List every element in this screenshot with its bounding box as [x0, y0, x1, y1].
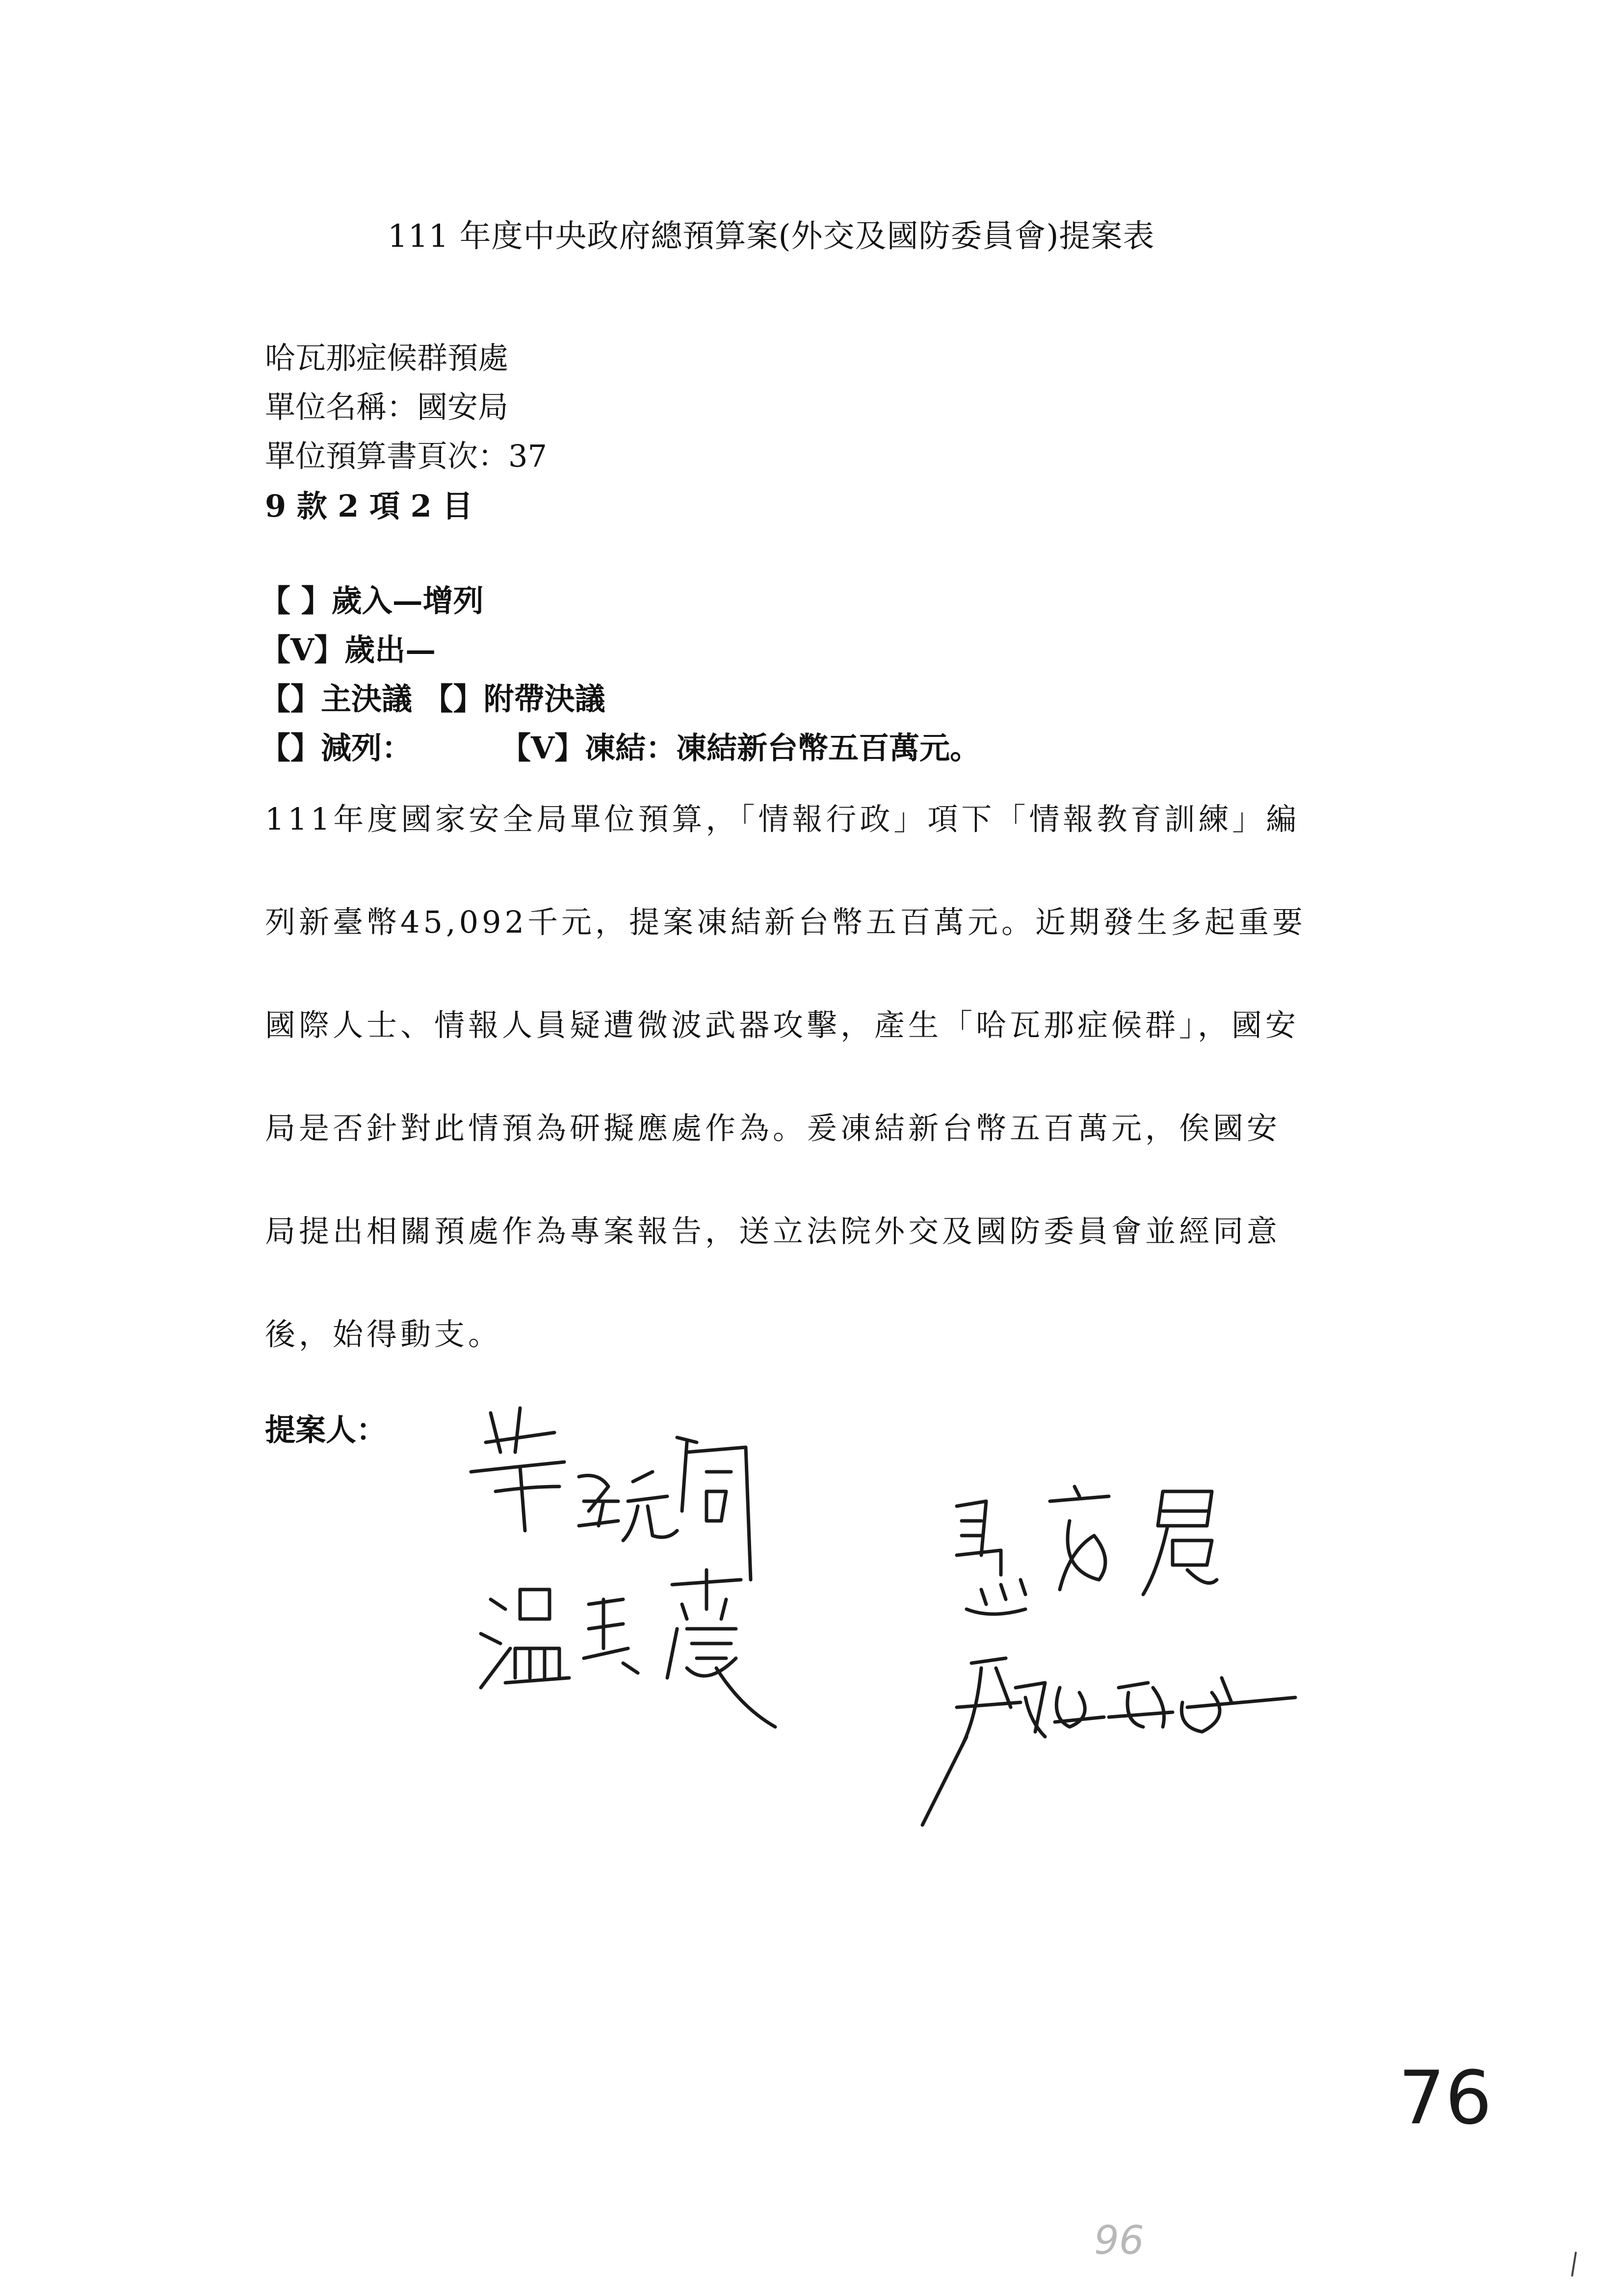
body-line: 局提出相關預處作為專案報告，送立法院外交及國防委員會並經同意: [265, 1213, 1281, 1249]
unit-name: 單位名稱：國安局: [265, 389, 509, 425]
option-revenue-increase: 【 】歲入—增列: [260, 583, 484, 619]
proposal-subject: 哈瓦那症候群預處: [265, 340, 509, 376]
body-line: 局是否針對此情預為研擬應處作為。爰凍結新台幣五百萬元，俟國安: [265, 1110, 1281, 1146]
option-freeze: 【V】凍結：凍結新台幣五百萬元。: [500, 730, 981, 766]
option-reduce: 【】減列：: [260, 730, 413, 766]
page-number: 76: [1398, 2056, 1492, 2141]
body-line: 後，始得動支。: [265, 1316, 502, 1352]
body-line: 111年度國家安全局單位預算，「情報行政」項下「情報教育訓練」編: [265, 801, 1300, 837]
option-expenditure: 【V】歲出—: [260, 632, 436, 668]
body-line: 國際人士、情報人員疑遭微波武器攻擊，產生「哈瓦那症候群」，國安: [265, 1007, 1300, 1043]
budget-item: 9 款 2 項 2 目: [265, 488, 473, 524]
proposer-label: 提案人：: [265, 1412, 387, 1448]
body-line: 列新臺幣45,092千元，提案凍結新台幣五百萬元。近期發生多起重要: [265, 904, 1306, 940]
document-title: 111 年度中央政府總預算案(外交及國防委員會)提案表: [388, 218, 1155, 255]
option-resolution: 【】主決議 【】附帶決議: [260, 681, 605, 717]
budget-page: 單位預算書頁次：37: [265, 438, 547, 474]
stamp-number: 96: [1094, 2218, 1144, 2263]
